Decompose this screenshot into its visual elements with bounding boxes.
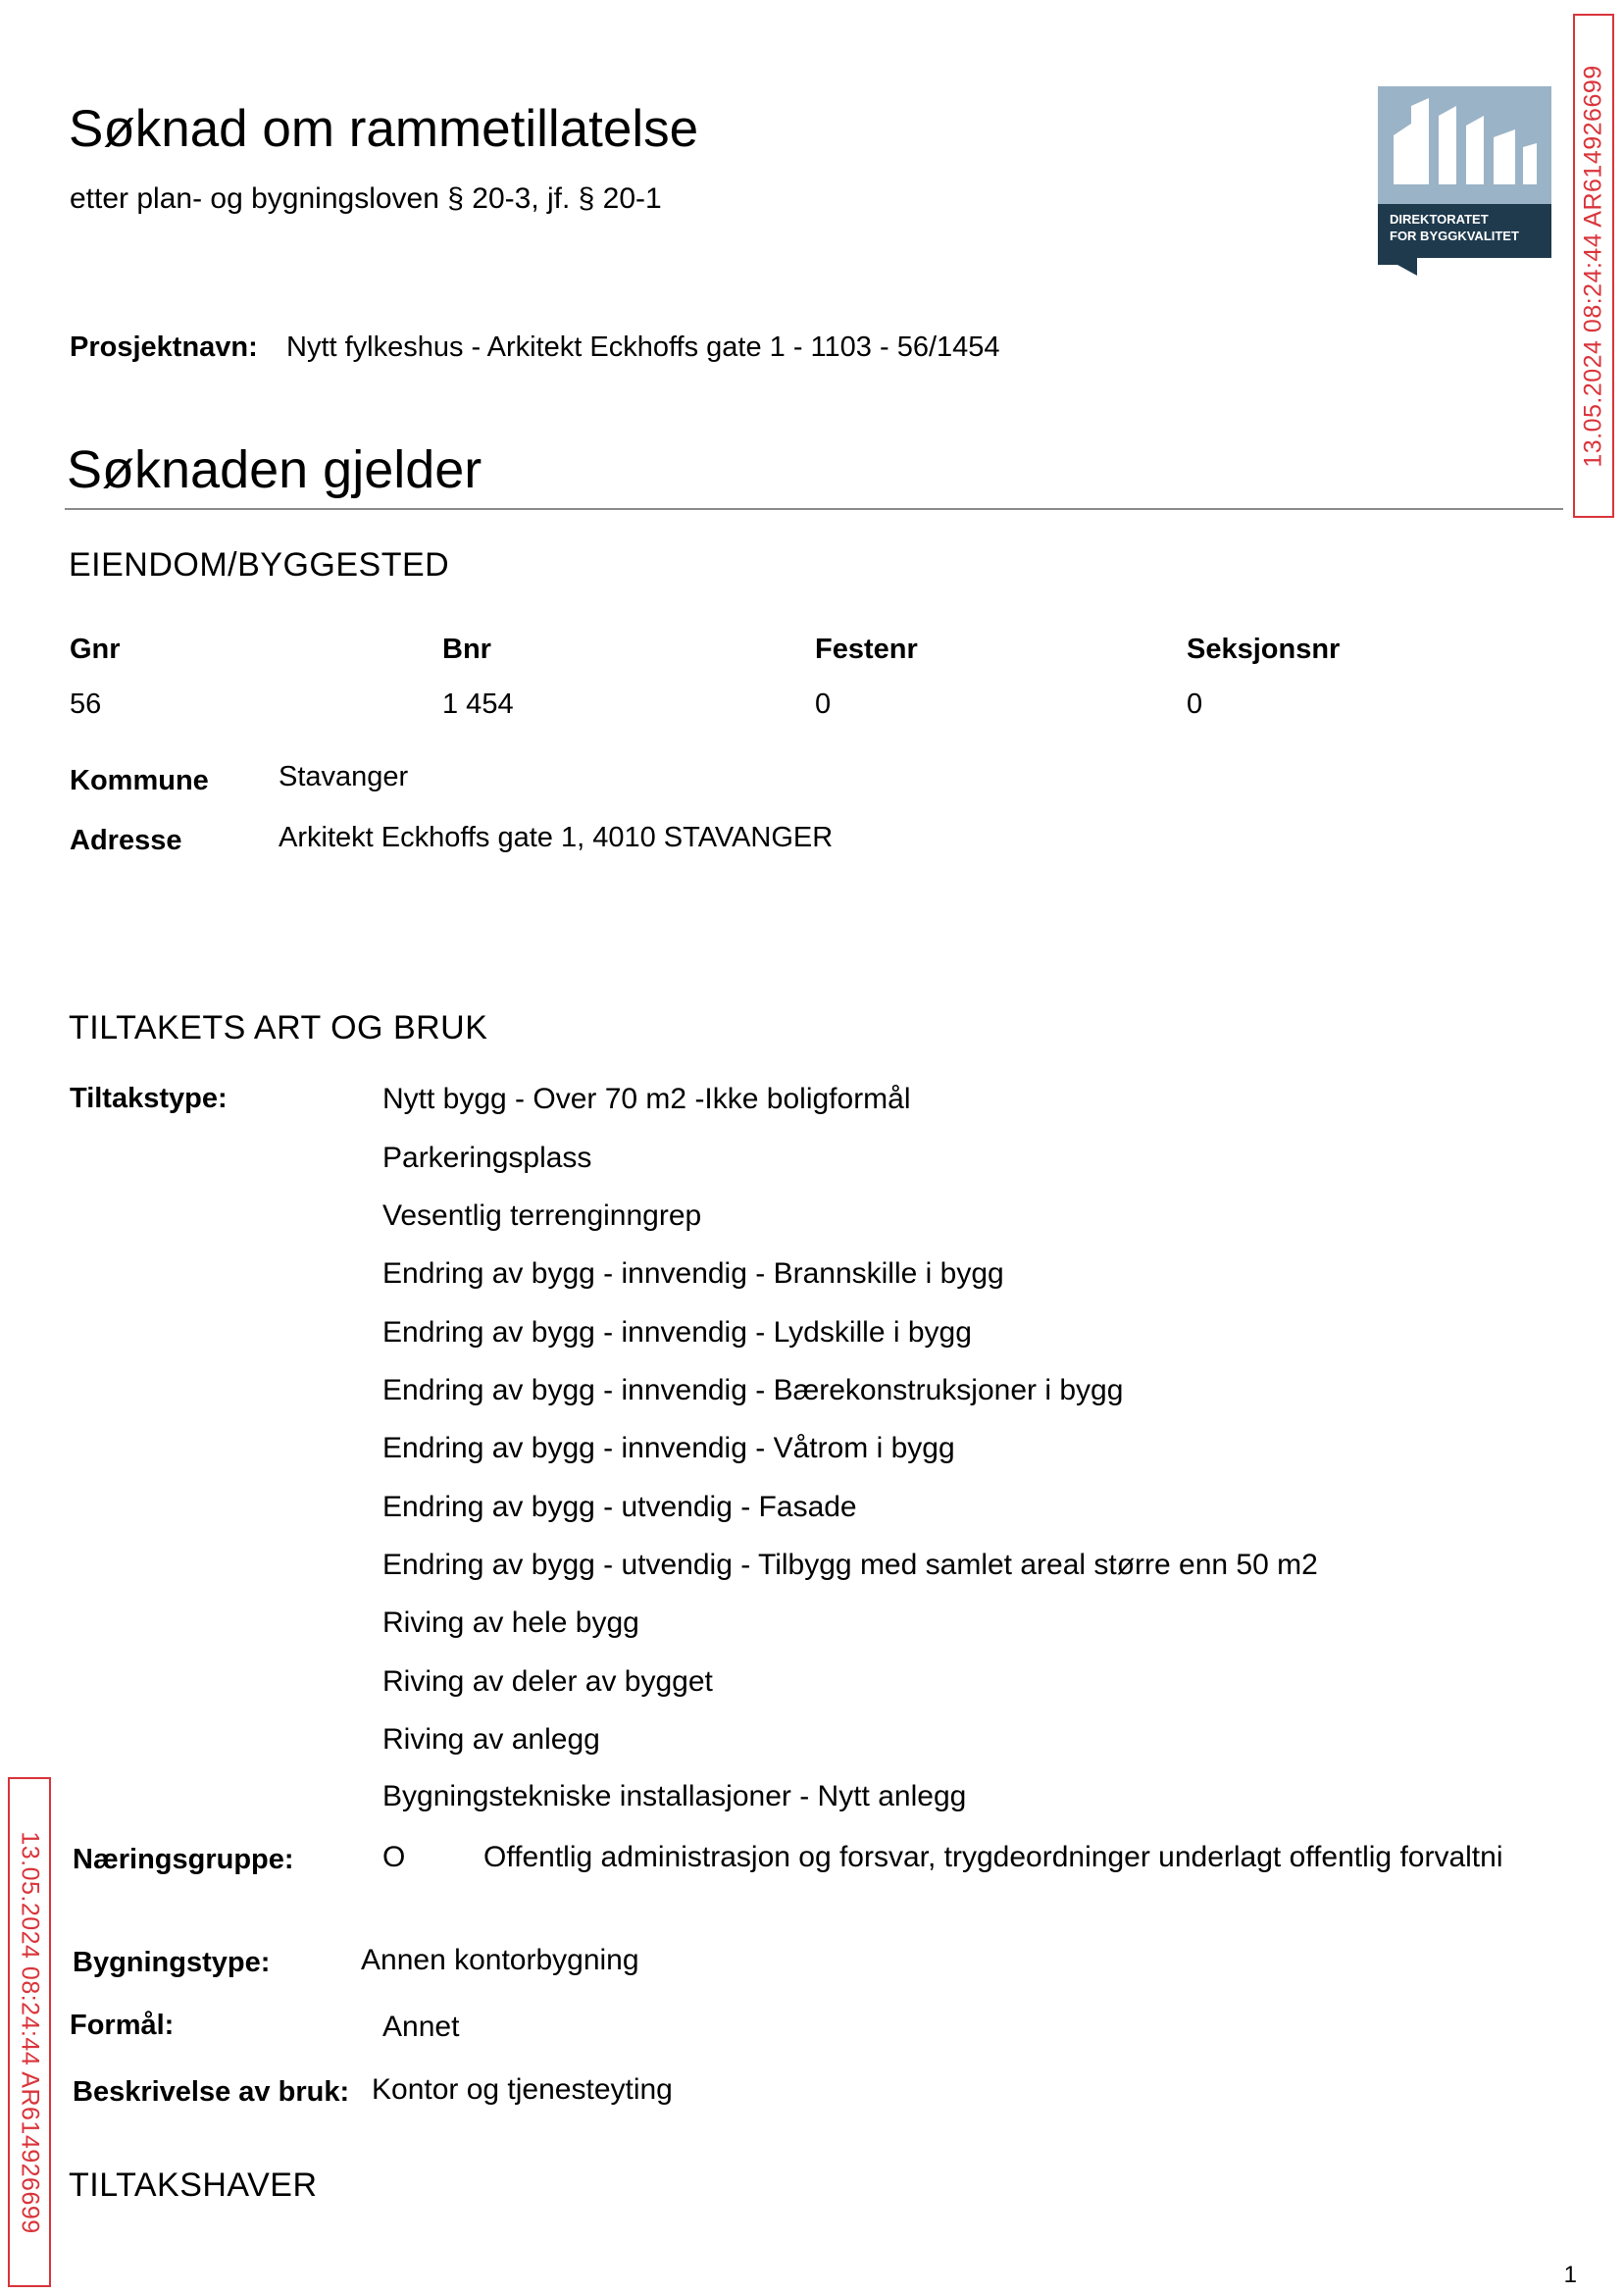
building-type-label: Bygningstype: xyxy=(73,1947,271,1978)
value-gnr: 56 xyxy=(70,688,102,720)
list-item: Parkeringsplass xyxy=(382,1142,592,1174)
list-item: Vesentlig terrenginngrep xyxy=(382,1199,702,1232)
value-seksjonsnr: 0 xyxy=(1187,688,1203,720)
list-item: Riving av hele bygg xyxy=(382,1606,639,1639)
section-heading: Søknaden gjelder xyxy=(67,440,482,499)
document-subtitle: etter plan- og bygningsloven § 20-3, jf. § 20-1 xyxy=(70,182,662,215)
list-item: Riving av anlegg xyxy=(382,1723,600,1756)
industry-code: O xyxy=(382,1841,406,1873)
section-divider xyxy=(65,508,1563,510)
owner-heading: TILTAKSHAVER xyxy=(69,2167,318,2204)
logo-text-line2: FOR BYGGKVALITET xyxy=(1390,229,1519,243)
municipality-value: Stavanger xyxy=(279,761,409,792)
logo-text-line1: DIREKTORATET xyxy=(1390,212,1489,227)
page-number: 1 xyxy=(1563,2262,1577,2288)
list-item: Bygningstekniske installasjoner - Nytt anlegg xyxy=(382,1780,967,1812)
document-title: Søknad om rammetillatelse xyxy=(69,100,699,158)
dibk-logo xyxy=(1378,86,1551,276)
list-item: Endring av bygg - utvendig - Tilbygg med samlet areal større enn 50 m2 xyxy=(382,1549,1318,1581)
usage-label: Beskrivelse av bruk: xyxy=(73,2076,350,2108)
purpose-value: Annet xyxy=(382,2011,460,2043)
document-stamp-side xyxy=(8,1777,51,2287)
industry-text: Offentlig administrasjon og forsvar, trygdeordninger underlagt offentlig forvaltni xyxy=(483,1841,1503,1873)
list-item: Nytt bygg - Over 70 m2 -Ikke boligformål xyxy=(382,1083,911,1115)
column-header-bnr: Bnr xyxy=(442,634,491,665)
list-item: Endring av bygg - innvendig - Bærekonstruksjoner i bygg xyxy=(382,1374,1124,1406)
measure-heading: TILTAKETS ART OG BRUK xyxy=(69,1009,488,1046)
address-value: Arkitekt Eckhoffs gate 1, 4010 STAVANGER xyxy=(279,822,834,853)
column-header-gnr: Gnr xyxy=(70,634,121,665)
column-header-festenr: Festenr xyxy=(815,634,918,665)
building-type-value: Annen kontorbygning xyxy=(361,1944,639,1976)
list-item: Endring av bygg - innvendig - Lydskille i bygg xyxy=(382,1316,972,1349)
stamp-text: 13.05.2024 08:24:44 AR614926699 xyxy=(16,1830,44,2234)
document-stamp-top xyxy=(1573,14,1614,518)
stamp-text: 13.05.2024 08:24:44 AR614926699 xyxy=(1579,64,1607,468)
project-label: Prosjektnavn: xyxy=(70,331,258,363)
list-item: Riving av deler av bygget xyxy=(382,1665,713,1698)
project-value: Nytt fylkeshus - Arkitekt Eckhoffs gate 1 - 1103 - 56/1454 xyxy=(286,331,1000,363)
column-header-seksjonsnr: Seksjonsnr xyxy=(1187,634,1341,665)
property-heading: EIENDOM/BYGGESTED xyxy=(69,546,450,584)
purpose-label: Formål: xyxy=(70,2010,175,2041)
value-festenr: 0 xyxy=(815,688,832,720)
list-item: Endring av bygg - innvendig - Brannskille i bygg xyxy=(382,1257,1004,1290)
value-bnr: 1 454 xyxy=(442,688,514,720)
list-item: Endring av bygg - innvendig - Våtrom i bygg xyxy=(382,1432,955,1464)
measure-type-label: Tiltakstype: xyxy=(70,1083,228,1114)
municipality-label: Kommune xyxy=(70,765,209,796)
usage-value: Kontor og tjenesteyting xyxy=(372,2073,673,2106)
list-item: Endring av bygg - utvendig - Fasade xyxy=(382,1491,857,1523)
address-label: Adresse xyxy=(70,825,182,856)
industry-label: Næringsgruppe: xyxy=(73,1844,294,1875)
